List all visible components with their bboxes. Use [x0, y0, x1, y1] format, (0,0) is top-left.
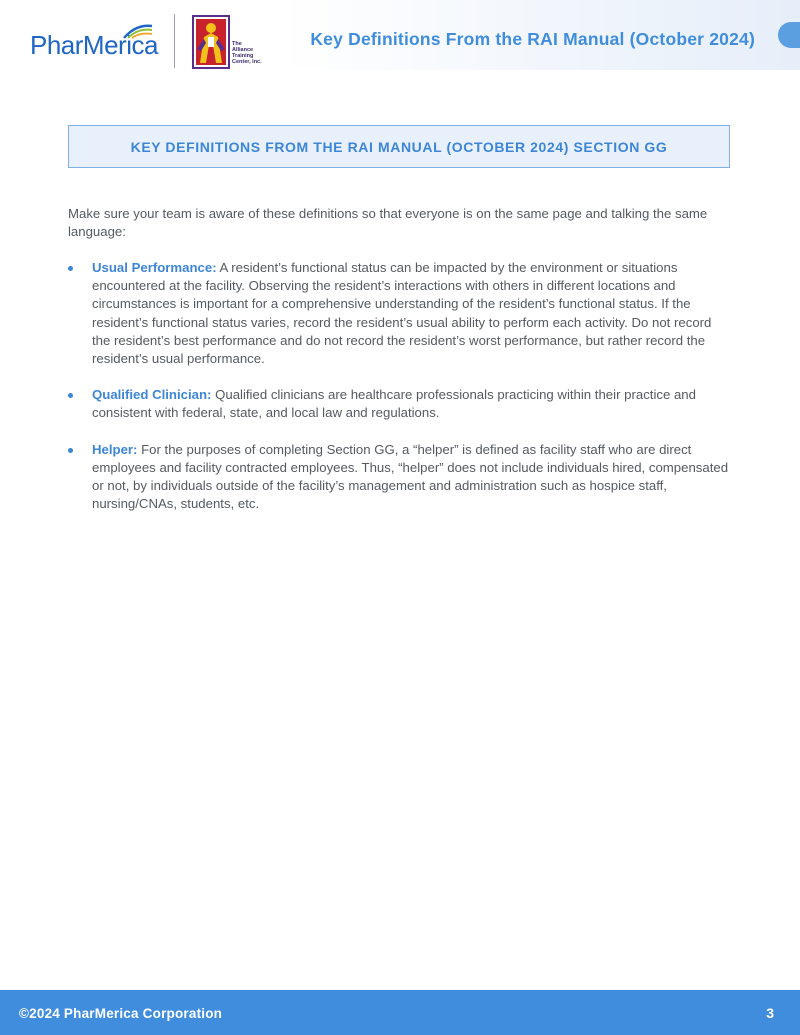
definitions-list [68, 259, 732, 531]
definition-term: Helper: [92, 441, 138, 457]
brand-name: PharMerica [30, 30, 158, 60]
definition-term: Usual Performance: [92, 260, 217, 275]
header-title: Key Definitions From the RAI Manual (October 2024) [310, 29, 755, 49]
header-tab-decoration [778, 22, 800, 48]
page-header [0, 0, 800, 70]
logo-divider [174, 14, 175, 68]
definition-item [68, 259, 732, 368]
section-heading-banner [68, 125, 730, 168]
definition-text: For the purposes of completing Section GG, a “helper” is defined as facility staff who are direct employees and facility contracted employees. Thus, “helper” does not include individuals hired, compensated or not, by individuals outside of the facility’s management and administration such as hospice staff, nursing/CNAs, students, etc. [92, 441, 729, 512]
definition-item [68, 441, 732, 514]
definition-item [68, 386, 732, 422]
page-footer [0, 990, 800, 1035]
brand-swoosh-icon [122, 22, 156, 40]
intro-paragraph: Make sure your team is aware of these definitions so that everyone is on the same page and talking the same language: [68, 206, 708, 240]
page-number: 3 [766, 1005, 774, 1021]
definition-text: A resident’s functional status can be impacted by the environment or situations encountered at the facility. Observing the resident’s interactions with others in different locations and circumstances is important for a comprehensive understanding of the resident’s functional status. If the resident’s functional status varies, record the resident’s usual ability to perform each activity. Do not record the resident’s best performance and do not record the resident’s worst performance, but rather record the resident’s usual performance. [92, 260, 712, 367]
definition-text: Qualified clinicians are healthcare professionals practicing within their practice and consistent with federal, state, and local law and regulations. [92, 387, 696, 421]
pharmerica-logo [30, 24, 158, 60]
section-heading: KEY DEFINITIONS FROM THE RAI MANUAL (OCTOBER 2024) SECTION GG [130, 138, 668, 155]
alliance-training-logo [192, 15, 272, 69]
bullet-icon [68, 393, 73, 398]
alliance-logo-text: The Alliance Training Center, Inc. [232, 41, 262, 65]
footer-copyright: ©2024 PharMerica Corporation [19, 1006, 223, 1021]
bullet-icon [68, 448, 73, 453]
definition-term: Qualified Clinician: [92, 387, 212, 403]
bullet-icon [68, 266, 73, 271]
alliance-emblem-icon [192, 15, 230, 69]
